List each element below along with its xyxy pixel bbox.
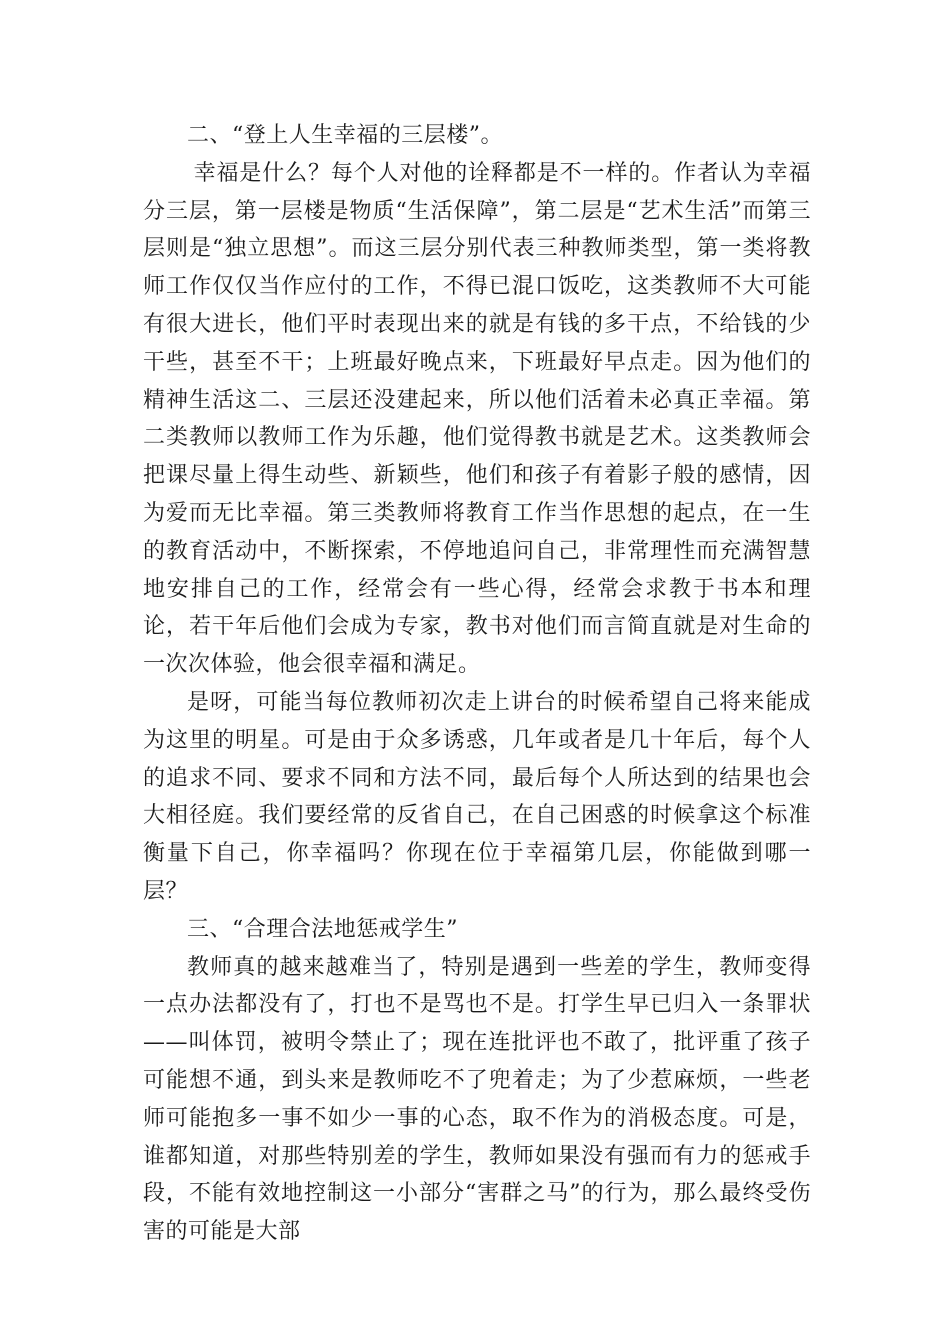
paragraph: 幸福是什么？每个人对他的诠释都是不一样的。作者认为幸福分三层，第一层楼是物质“生活保障”，第二层是“艺术生活”而第三层则是“独立思想”。而这三层分别代表三种教师类型，第一类将教师工作仅仅当作应付的工作，不得已混口饭吃，这类教师不大可能有很大进长，他们平时表现出来的就是有钱的多干点，不给钱的少干些，甚至不干；上班最好晚点来，下班最好早点走。因为他们的精神生活这二、三层还没建起来，所以他们活着未必真正幸福。第二类教师以教师工作为乐趣，他们觉得教书就是艺术。这类教师会把课尽量上得生动些、新颖些，他们和孩子有着影子般的感情，因为爱而无比幸福。第三类教师将教育工作当作思想的起点，在一生的教育活动中，不断探索，不停地追问自己，非常理性而充满智慧地安排自己的工作，经常会有一些心得，经常会求教于书本和理论，若干年后他们会成为专家，教书对他们而言简直就是对生命的一次次体验，他会很幸福和满足。	[143, 160, 811, 678]
section-heading-2: 二、“登上人生幸福的三层楼”。	[187, 123, 503, 148]
paragraph: 是呀，可能当每位教师初次走上讲台的时候希望自己将来能成为这里的明星。可是由于众多诱惑，几年或者是几十年后，每个人的追求不同、要求不同和方法不同，最后每个人所达到的结果也会大相径庭。我们要经常的反省自己，在自己困惑的时候拿这个标准衡量下自己，你幸福吗？你现在位于幸福第几层，你能做到哪一层？	[143, 689, 811, 904]
document-body	[143, 117, 811, 1251]
section-heading-3: 三、“合理合法地惩戒学生”	[187, 916, 458, 942]
paragraph: 教师真的越来越难当了，特别是遇到一些差的学生，教师变得一点办法都没有了，打也不是骂也不是。打学生早已归入一条罪状——叫体罚，被明令禁止了；现在连批评也不敢了，批评重了孩子可能想不通，到头来是教师吃不了兜着走；为了少惹麻烦，一些老师可能抱多一事不如少一事的心态，取不作为的消极态度。可是，谁都知道，对那些特别差的学生，教师如果没有强而有力的惩戒手段，不能有效地控制这一小部分“害群之马”的行为，那么最终受伤害的可能是大部	[143, 954, 811, 1245]
